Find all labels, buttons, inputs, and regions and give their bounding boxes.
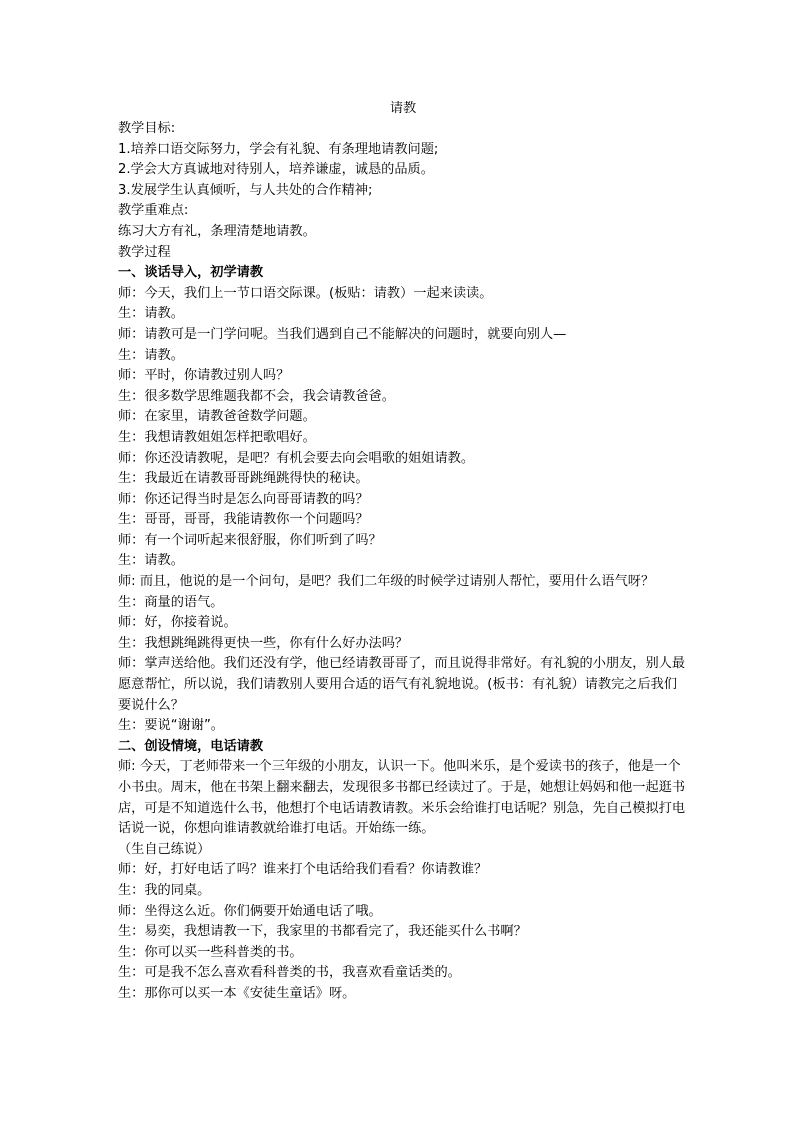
document-title: 请教 [389, 101, 417, 116]
document-line: 生：我想请教姐姐怎样把歌唱好。 [118, 429, 316, 445]
document-line: 师：坐得这么近。你们俩要开始通电话了哦。 [118, 903, 382, 919]
document-line: 师：在家里，请教爸爸数学问题。 [118, 409, 316, 425]
document-line: 师：掌声送给他。我们还没有学，他已经请教哥哥了，而且说得非常好。有礼貌的小朋友，别人最愿意帮忙，所以说，我们请教别人要用合适的语气有礼貌地说。(板书：有礼貌）请教完之后我们要说什么？ [118, 656, 686, 713]
document-line: 师：你还没请教呢，是吧？有机会要去向会唱歌的姐姐请教。 [118, 450, 475, 466]
document-line: 生：我想跳绳跳得更快一些，你有什么好办法吗？ [118, 635, 409, 651]
document-line: 师: 今天，丁老师带来一个三年级的小朋友，认识一下。他叫米乐，是个爱读书的孩子，他是一个小书虫。周末，他在书架上翻来翻去，发现很多书都已经读过了。于是，她想让妈妈和他一起逛书店，可是不知道选什么书，他想打个电话请教请教。米乐会给谁打电话呢？别急，先自己模拟打电话说一说，你想向谁请教就给谁打电话。开始练一练。 [118, 759, 686, 837]
document-line: 生：我最近在请教哥哥跳绳跳得快的秘诀。 [118, 471, 369, 487]
document-line: 生：要说“谢谢”。 [118, 718, 224, 734]
section-heading: 一、谈话导入，初学请教 [118, 265, 264, 281]
document-line: （生自己练说） [118, 841, 211, 857]
document-line: 2.学会大方真诚地对待别人，培养谦虚，诚恳的品质。 [118, 162, 434, 178]
document-line: 教学重难点: [118, 203, 189, 219]
document-line: 生：很多数学思维题我都不会，我会请教爸爸。 [118, 388, 395, 404]
document-line: 师：你还记得当时是怎么向哥哥请教的吗？ [118, 491, 369, 507]
document-line: 师: 而且，他说的是一个问句，是吧？我们二年级的时候学过请别人帮忙，要用什么语气呀？ [118, 574, 655, 590]
document-line: 生：请教。 [118, 347, 184, 363]
document-line: 1.培养口语交际努力，学会有礼貌、有条理地请教问题; [118, 141, 439, 157]
document-page [118, 98, 688, 1005]
document-line: 生：我的同桌。 [118, 882, 211, 898]
document-line: 生：你可以买一些科普类的书。 [118, 944, 303, 960]
section-heading: 二、创设情境，电话请教 [118, 738, 264, 754]
document-line: 师：今天，我们上一节口语交际课。(板贴：请教）一起来读读。 [118, 285, 493, 301]
document-line: 生：请教。 [118, 306, 184, 322]
document-line: 师：平时，你请教过别人吗？ [118, 368, 290, 384]
document-line: 生：易奕，我想请教一下，我家里的书都看完了，我还能买什么书啊？ [118, 924, 527, 940]
document-line: 3.发展学生认真倾听，与人共处的合作精神; [118, 182, 373, 198]
document-line: 生：可是我不怎么喜欢看科普类的书，我喜欢看童话类的。 [118, 965, 461, 981]
document-line: 生：商量的语气。 [118, 594, 224, 610]
document-line: 生：请教。 [118, 553, 184, 569]
document-line: 师：好，打好电话了吗？谁来打个电话给我们看看？你请教谁？ [118, 862, 488, 878]
document-line: 教学过程 [118, 244, 171, 260]
document-line: 练习大方有礼，条理清楚地请教。 [118, 223, 316, 239]
document-line: 师：请教可是一门学问呢。当我们遇到自己不能解决的问题时，就要向别人— [118, 326, 567, 342]
document-body [118, 119, 688, 1005]
document-line: 生：那你可以买一本《安徒生童话》呀。 [118, 985, 356, 1001]
document-line: 教学目标: [118, 121, 176, 136]
document-line: 师：好，你接着说。 [118, 615, 237, 631]
document-line: 生：哥哥，哥哥，我能请教你一个问题吗？ [118, 512, 369, 528]
document-line: 师：有一个词听起来很舒服，你们听到了吗？ [118, 532, 382, 548]
